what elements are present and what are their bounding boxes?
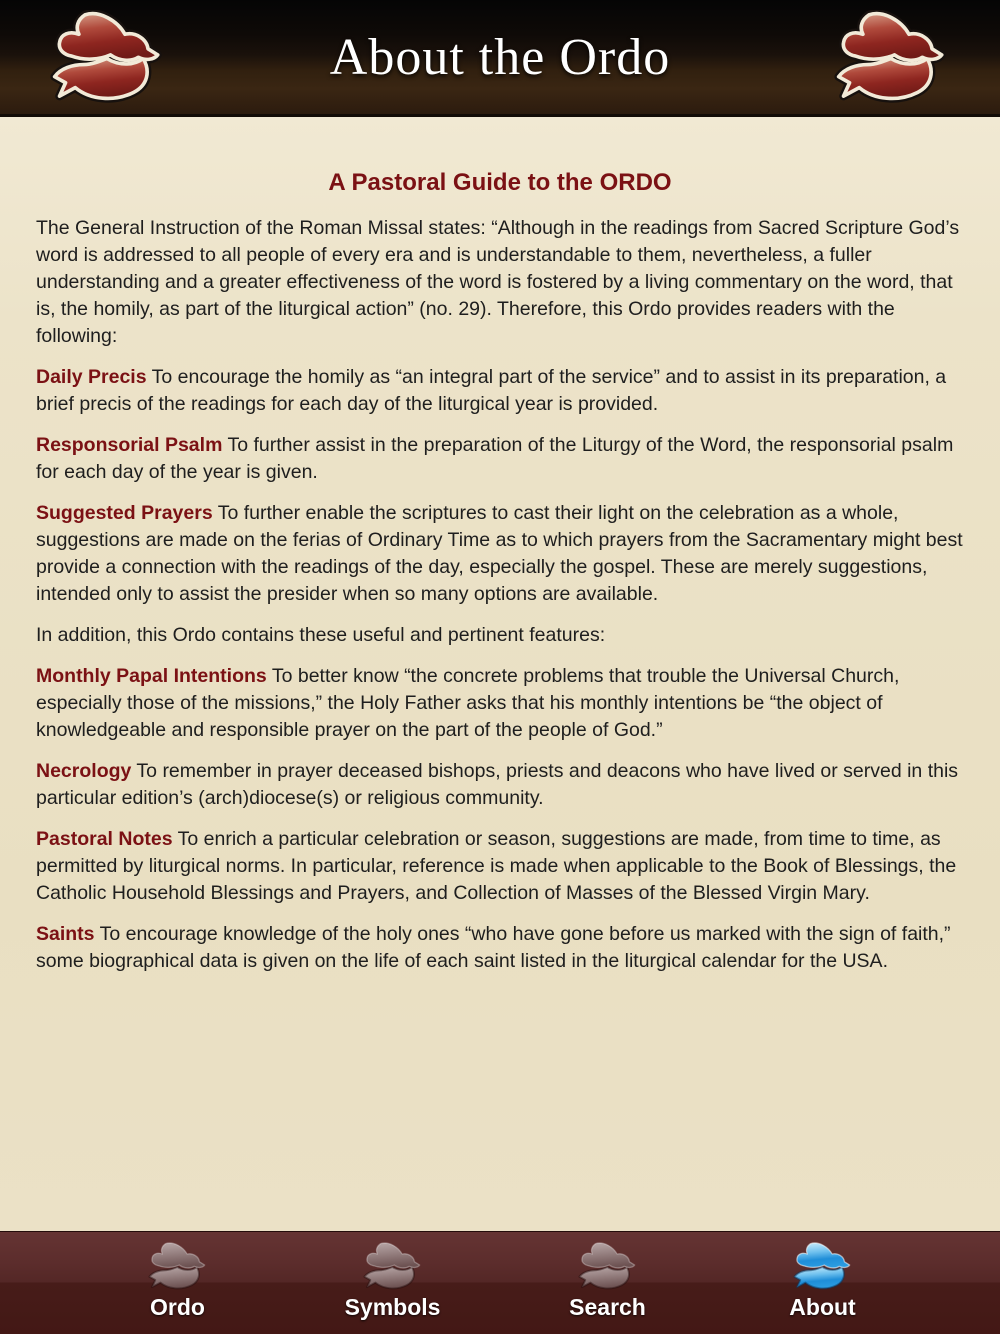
paragraph-lead: Monthly Papal Intentions — [36, 665, 267, 687]
paragraph-lead: Necrology — [36, 760, 132, 782]
tab-label: Symbols — [344, 1294, 441, 1320]
paragraph-saints — [36, 921, 964, 975]
paragraph-text: In addition, this Ordo contains these useful and pertinent features: — [36, 624, 606, 646]
dove-icon — [830, 10, 954, 107]
paragraph-text: To encourage the homily as “an integral part of the service” and to assist in its preparation, a brief precis of the readings for each day of the liturgical year is provided. — [36, 366, 947, 415]
paragraph-lead: Daily Precis — [36, 366, 147, 388]
tab-label: About — [789, 1294, 856, 1320]
paragraph-text: The General Instruction of the Roman Missal states: “Although in the readings from Sacred Scripture God’s word is addressed to all people of every era and is understandable to them, nevertheless, a fuller understanding and a greater effectiveness of the word is fostered by a living commentary on the word, that is, the homily, as part of the liturgical action” (no. 29). Therefore, this Ordo provides readers with the following: — [36, 217, 960, 347]
paragraph-in-addition — [36, 622, 964, 649]
content-heading: A Pastoral Guide to the ORDO — [328, 169, 672, 196]
paragraph-lead: Suggested Prayers — [36, 502, 213, 524]
content-area — [0, 117, 1000, 1231]
tab-label: Ordo — [150, 1294, 205, 1320]
dove-icon — [360, 1241, 426, 1293]
paragraph-lead: Pastoral Notes — [36, 828, 173, 850]
paragraph-necrology — [36, 758, 964, 812]
dove-icon — [145, 1241, 211, 1293]
paragraph-text: To better know “the concrete problems that trouble the Universal Church, especially those of the missions,” the Holy Father asks that his monthly intentions be “the object of knowledgeable and responsible prayer on the part of the people of God.” — [36, 665, 900, 741]
dove-icon — [575, 1241, 641, 1293]
dove-icon — [790, 1241, 856, 1293]
paragraph-daily-precis — [36, 364, 964, 418]
paragraph-pastoral-notes — [36, 826, 964, 907]
paragraph-responsorial-psalm — [36, 432, 964, 486]
paragraph-intro — [36, 215, 964, 350]
paragraph-monthly-papal-intentions — [36, 663, 964, 744]
tab-ordo[interactable] — [70, 1232, 285, 1334]
tab-symbols[interactable] — [285, 1232, 500, 1334]
tab-about[interactable] — [715, 1232, 930, 1334]
paragraph-text: To further assist in the preparation of the Liturgy of the Word, the responsorial psalm for each day of the year is given. — [36, 434, 954, 483]
tab-search[interactable] — [500, 1232, 715, 1334]
paragraph-text: To remember in prayer deceased bishops, priests and deacons who have lived or served in this particular edition’s (arch)diocese(s) or religious community. — [36, 760, 959, 809]
tab-bar — [0, 1231, 1000, 1334]
paragraph-text: To enrich a particular celebration or season, suggestions are made, from time to time, as permitted by liturgical norms. In particular, reference is made when applicable to the Book of Blessings, the Catholic Household Blessings and Prayers, and Collection of Masses of the Blessed Virgin Mary. — [36, 828, 957, 904]
paragraph-lead: Saints — [36, 923, 95, 945]
paragraph-text: To further enable the scriptures to cast their light on the celebration as a whole, suggestions are made on the ferias of Ordinary Time as to which prayers from the Sacramentary might best provide a connection with the readings of the day, especially the gospel. These are merely suggestions, intended only to assist the presider when so many options are available. — [36, 502, 963, 605]
tab-label: Search — [569, 1294, 646, 1320]
page-title: About the Ordo — [329, 29, 671, 86]
paragraph-lead: Responsorial Psalm — [36, 434, 223, 456]
header-bar — [0, 0, 1000, 117]
paragraph-text: To encourage knowledge of the holy ones “who have gone before us marked with the sign of faith,” some biographical data is given on the life of each saint listed in the liturgical calendar for the USA. — [36, 923, 951, 972]
paragraph-suggested-prayers — [36, 500, 964, 608]
